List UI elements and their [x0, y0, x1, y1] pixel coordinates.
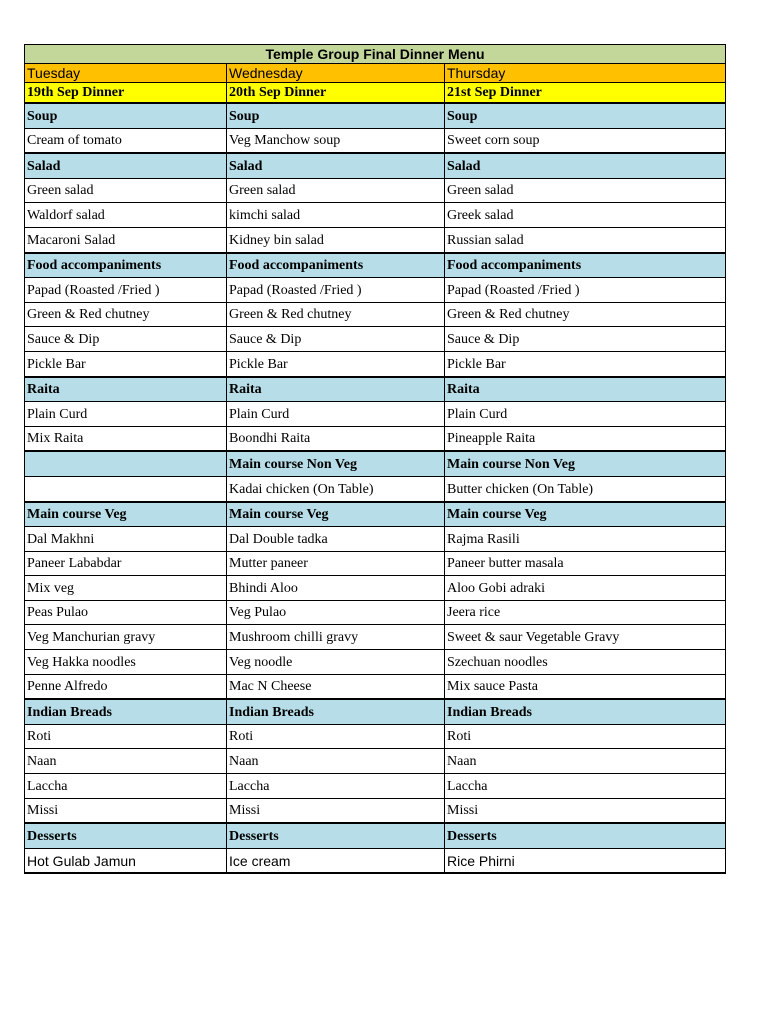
- menu-item-cell-tuesday: Roti: [25, 724, 227, 749]
- menu-item-cell-wednesday: Pickle Bar: [227, 351, 445, 376]
- menu-item-row: [25, 674, 726, 699]
- menu-item-cell-wednesday: Missi: [227, 798, 445, 823]
- category-cell-thursday: Raita: [445, 377, 726, 402]
- menu-item-row: [25, 551, 726, 576]
- menu-item-cell-tuesday: Sauce & Dip: [25, 327, 227, 352]
- menu-item-cell-thursday: Mix sauce Pasta: [445, 674, 726, 699]
- menu-item-cell-wednesday: Veg Pulao: [227, 600, 445, 625]
- category-cell-tuesday: Indian Breads: [25, 699, 227, 724]
- category-cell-thursday: Main course Non Veg: [445, 451, 726, 476]
- category-row: [25, 103, 726, 128]
- menu-item-cell-thursday: Szechuan noodles: [445, 650, 726, 675]
- menu-item-cell-wednesday: Bhindi Aloo: [227, 576, 445, 601]
- menu-item-row: [25, 227, 726, 252]
- menu-item-cell-thursday: Paneer butter masala: [445, 551, 726, 576]
- menu-item-cell-tuesday: Dal Makhni: [25, 527, 227, 552]
- menu-item-row: [25, 848, 726, 873]
- menu-item-row: [25, 749, 726, 774]
- menu-item-cell-wednesday: Naan: [227, 749, 445, 774]
- menu-item-cell-tuesday: Mix veg: [25, 576, 227, 601]
- menu-item-cell-tuesday: Missi: [25, 798, 227, 823]
- menu-item-cell-thursday: Rajma Rasili: [445, 527, 726, 552]
- menu-body: [25, 45, 726, 874]
- menu-item-cell-wednesday: Kadai chicken (On Table): [227, 476, 445, 501]
- menu-item-row: [25, 527, 726, 552]
- menu-item-row: [25, 724, 726, 749]
- menu-item-cell-thursday: Greek salad: [445, 203, 726, 228]
- menu-item-cell-wednesday: Veg noodle: [227, 650, 445, 675]
- menu-item-cell-wednesday: Ice cream: [227, 848, 445, 873]
- menu-item-cell-thursday: Plain Curd: [445, 402, 726, 427]
- category-cell-tuesday: Soup: [25, 103, 227, 128]
- category-cell-wednesday: Main course Veg: [227, 502, 445, 527]
- menu-item-cell-wednesday: Mushroom chilli gravy: [227, 625, 445, 650]
- menu-item-row: [25, 128, 726, 153]
- day-header-wednesday: Wednesday: [227, 64, 445, 83]
- menu-item-cell-wednesday: Laccha: [227, 774, 445, 799]
- category-cell-wednesday: Main course Non Veg: [227, 451, 445, 476]
- menu-item-cell-thursday: Green salad: [445, 178, 726, 203]
- category-cell-wednesday: Raita: [227, 377, 445, 402]
- menu-item-cell-tuesday: Macaroni Salad: [25, 227, 227, 252]
- menu-item-cell-tuesday: Green salad: [25, 178, 227, 203]
- menu-item-cell-wednesday: Sauce & Dip: [227, 327, 445, 352]
- date-header-21st: 21st Sep Dinner: [445, 83, 726, 104]
- category-cell-wednesday: Soup: [227, 103, 445, 128]
- category-row: [25, 823, 726, 848]
- menu-item-cell-tuesday: [25, 476, 227, 501]
- category-cell-thursday: Soup: [445, 103, 726, 128]
- menu-item-cell-thursday: Butter chicken (On Table): [445, 476, 726, 501]
- menu-item-cell-wednesday: Roti: [227, 724, 445, 749]
- category-cell-tuesday: Food accompaniments: [25, 253, 227, 278]
- menu-item-row: [25, 650, 726, 675]
- menu-item-cell-thursday: Missi: [445, 798, 726, 823]
- menu-item-cell-tuesday: Hot Gulab Jamun: [25, 848, 227, 873]
- menu-item-cell-thursday: Aloo Gobi adraki: [445, 576, 726, 601]
- menu-title: Temple Group Final Dinner Menu: [25, 45, 726, 64]
- menu-item-row: [25, 600, 726, 625]
- category-cell-wednesday: Salad: [227, 153, 445, 178]
- day-header-row: [25, 64, 726, 83]
- menu-item-cell-tuesday: Naan: [25, 749, 227, 774]
- date-header-row: [25, 83, 726, 104]
- menu-item-cell-tuesday: Green & Red chutney: [25, 302, 227, 327]
- menu-item-cell-thursday: Pineapple Raita: [445, 426, 726, 451]
- category-cell-thursday: Food accompaniments: [445, 253, 726, 278]
- menu-item-cell-tuesday: Plain Curd: [25, 402, 227, 427]
- menu-item-row: [25, 798, 726, 823]
- menu-item-cell-tuesday: Veg Hakka noodles: [25, 650, 227, 675]
- menu-item-row: [25, 327, 726, 352]
- menu-item-cell-thursday: Green & Red chutney: [445, 302, 726, 327]
- menu-item-cell-tuesday: Papad (Roasted /Fried ): [25, 278, 227, 303]
- menu-item-cell-wednesday: Veg Manchow soup: [227, 128, 445, 153]
- date-header-20th: 20th Sep Dinner: [227, 83, 445, 104]
- menu-item-cell-tuesday: Pickle Bar: [25, 351, 227, 376]
- menu-item-cell-wednesday: Mutter paneer: [227, 551, 445, 576]
- menu-item-row: [25, 302, 726, 327]
- menu-item-cell-tuesday: Waldorf salad: [25, 203, 227, 228]
- menu-item-cell-thursday: Papad (Roasted /Fried ): [445, 278, 726, 303]
- menu-title-row: [25, 45, 726, 64]
- category-cell-tuesday: Desserts: [25, 823, 227, 848]
- category-row: [25, 153, 726, 178]
- category-cell-tuesday: Salad: [25, 153, 227, 178]
- menu-item-cell-wednesday: kimchi salad: [227, 203, 445, 228]
- category-cell-tuesday: Raita: [25, 377, 227, 402]
- category-row: [25, 699, 726, 724]
- category-cell-thursday: Salad: [445, 153, 726, 178]
- menu-item-cell-wednesday: Mac N Cheese: [227, 674, 445, 699]
- menu-item-cell-thursday: Jeera rice: [445, 600, 726, 625]
- category-cell-thursday: Indian Breads: [445, 699, 726, 724]
- category-cell-tuesday: Main course Veg: [25, 502, 227, 527]
- date-header-19th: 19th Sep Dinner: [25, 83, 227, 104]
- menu-item-cell-wednesday: Kidney bin salad: [227, 227, 445, 252]
- menu-item-row: [25, 774, 726, 799]
- menu-item-row: [25, 625, 726, 650]
- menu-item-cell-wednesday: Boondhi Raita: [227, 426, 445, 451]
- menu-item-cell-tuesday: Mix Raita: [25, 426, 227, 451]
- menu-item-cell-tuesday: Penne Alfredo: [25, 674, 227, 699]
- menu-item-cell-tuesday: Laccha: [25, 774, 227, 799]
- dinner-menu-table: [24, 44, 726, 874]
- menu-item-cell-tuesday: Peas Pulao: [25, 600, 227, 625]
- menu-item-row: [25, 576, 726, 601]
- category-row: [25, 377, 726, 402]
- menu-item-cell-tuesday: Veg Manchurian gravy: [25, 625, 227, 650]
- menu-item-row: [25, 476, 726, 501]
- menu-item-cell-wednesday: Dal Double tadka: [227, 527, 445, 552]
- menu-item-cell-thursday: Rice Phirni: [445, 848, 726, 873]
- menu-item-cell-thursday: Sweet corn soup: [445, 128, 726, 153]
- menu-item-cell-tuesday: Cream of tomato: [25, 128, 227, 153]
- category-cell-wednesday: Food accompaniments: [227, 253, 445, 278]
- menu-item-cell-thursday: Sweet & saur Vegetable Gravy: [445, 625, 726, 650]
- menu-item-row: [25, 351, 726, 376]
- menu-item-cell-wednesday: Green & Red chutney: [227, 302, 445, 327]
- category-cell-wednesday: Desserts: [227, 823, 445, 848]
- category-cell-thursday: Main course Veg: [445, 502, 726, 527]
- menu-item-cell-wednesday: Green salad: [227, 178, 445, 203]
- category-cell-thursday: Desserts: [445, 823, 726, 848]
- menu-item-cell-thursday: Laccha: [445, 774, 726, 799]
- menu-item-row: [25, 178, 726, 203]
- category-row: [25, 502, 726, 527]
- menu-item-row: [25, 278, 726, 303]
- category-cell-wednesday: Indian Breads: [227, 699, 445, 724]
- menu-item-cell-tuesday: Paneer Lababdar: [25, 551, 227, 576]
- menu-item-cell-thursday: Pickle Bar: [445, 351, 726, 376]
- day-header-thursday: Thursday: [445, 64, 726, 83]
- menu-item-row: [25, 203, 726, 228]
- menu-item-row: [25, 402, 726, 427]
- menu-item-cell-thursday: Roti: [445, 724, 726, 749]
- menu-item-row: [25, 426, 726, 451]
- category-row: [25, 253, 726, 278]
- menu-item-cell-thursday: Naan: [445, 749, 726, 774]
- menu-item-cell-wednesday: Papad (Roasted /Fried ): [227, 278, 445, 303]
- menu-item-cell-wednesday: Plain Curd: [227, 402, 445, 427]
- day-header-tuesday: Tuesday: [25, 64, 227, 83]
- category-cell-tuesday: [25, 451, 227, 476]
- menu-item-cell-thursday: Sauce & Dip: [445, 327, 726, 352]
- menu-item-cell-thursday: Russian salad: [445, 227, 726, 252]
- category-row: [25, 451, 726, 476]
